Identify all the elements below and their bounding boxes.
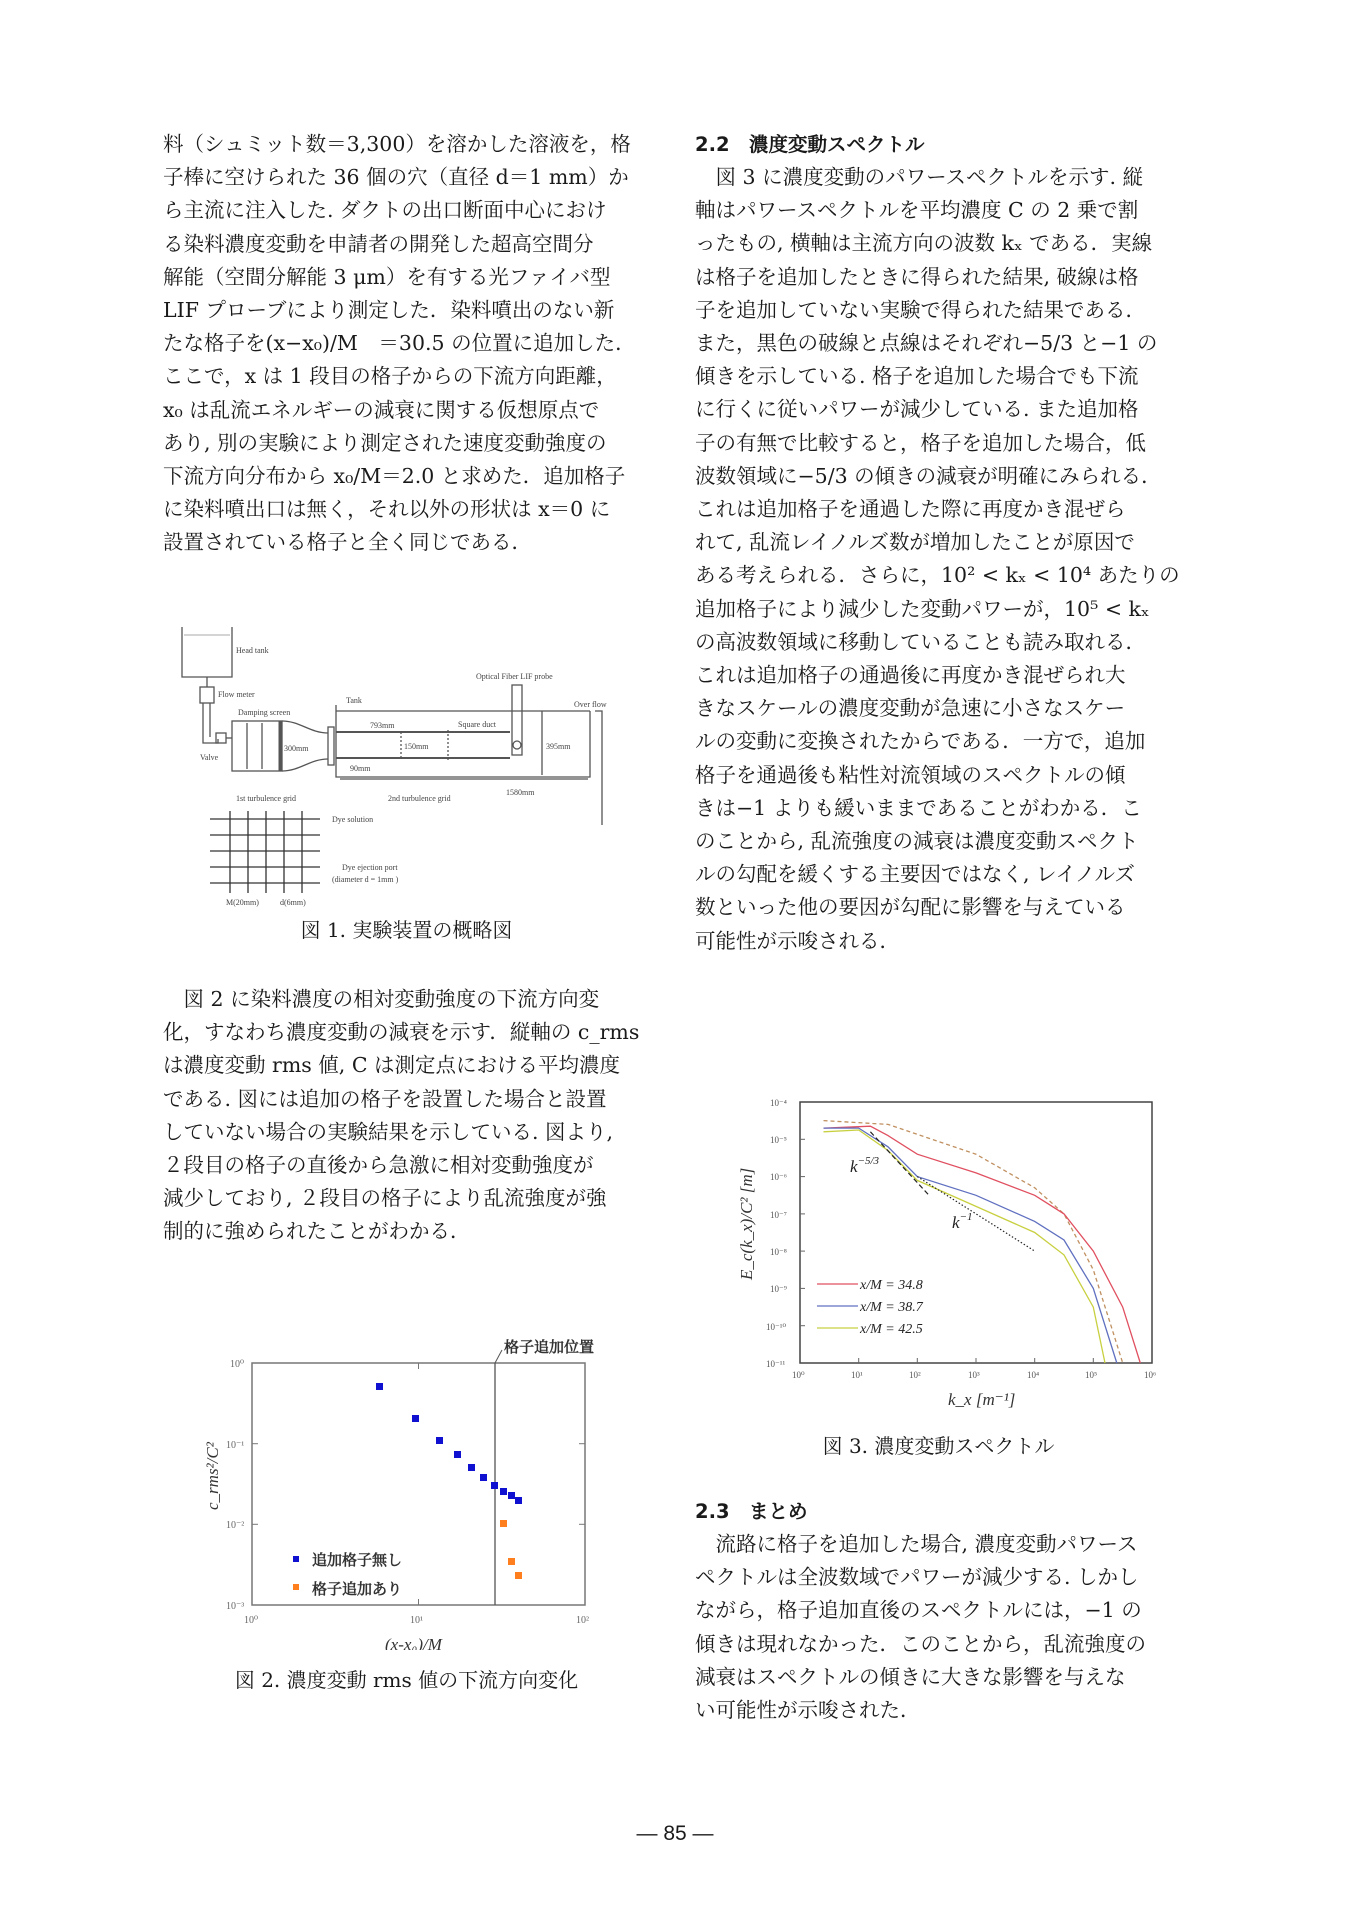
text-line: い可能性が示唆された． — [695, 1698, 921, 1723]
text-line: る染料濃度変動を申請者の開発した超高空間分 — [163, 231, 594, 256]
text-line: 傾きを示している. 格子を追加した場合でも下流 — [695, 364, 1139, 389]
chart-plot — [700, 1080, 1180, 1420]
svg-text:10⁰: 10⁰ — [244, 1615, 259, 1626]
text-line: 化，すなわち濃度変動の減衰を示す．縦軸の c_rms — [163, 1020, 640, 1045]
svg-text:10⁵: 10⁵ — [1085, 1370, 1098, 1380]
svg-text:10⁻¹⁰: 10⁻¹⁰ — [766, 1322, 787, 1332]
text-line: していない場合の実験結果を示している. 図より, — [163, 1119, 614, 1144]
text-line: 料（シュミット数＝3,300）を溶かした溶液を，格 — [163, 132, 631, 156]
text-line: は濃度変動 rms 値, C は測定点における平均濃度 — [163, 1053, 621, 1078]
label-probe: Optical Fiber LIF probe — [476, 672, 553, 681]
label-slope-1: $k^{-1}$ — [952, 1211, 973, 1232]
legend-extra-grid: 格子追加あり — [312, 1580, 403, 1598]
label-square-duct: Square duct — [458, 720, 496, 729]
label-slope-5-3: $k^{-5/3}$ — [850, 1155, 880, 1176]
label-150mm: 150mm — [404, 742, 429, 751]
section-2-3-heading: 2.3 まとめ — [695, 1500, 808, 1523]
figure-1-caption: 図 1. 実験装置の概略図 — [300, 918, 513, 942]
text-line: ここで，x は 1 段目の格子からの下流方向距離， — [163, 364, 617, 389]
left-column — [163, 128, 650, 560]
y-axis-label: E_c(k_x)/C² [m] — [737, 1167, 756, 1280]
label-793mm: 793mm — [370, 721, 395, 730]
text-line: 数といった他の要因が勾配に影響を与えている — [695, 895, 1126, 920]
paragraph-1 — [163, 128, 650, 560]
text-line: ペクトルは全波数域でパワーが減少する. しかし — [695, 1565, 1139, 1590]
label-flow-meter: Flow meter — [218, 690, 255, 699]
text-line: 追加格子により減少した変動パワーが，10⁵ < kₓ — [695, 596, 1150, 621]
text-line: れて, 乱流レイノルズ数が増加したことが原因で — [695, 530, 1135, 555]
series-no-extra-grid — [376, 1383, 522, 1504]
text-line: 減少しており, ２段目の格子により乱流強度が強 — [163, 1186, 607, 1211]
text-line: 設置されている格子と全く同じである． — [163, 530, 532, 555]
text-line: きなスケールの濃度変動が急速に小さなスケー — [695, 696, 1126, 721]
label-damping-screen: Damping screen — [238, 708, 291, 717]
figure-3-caption: 図 3. 濃度変動スペクトル — [822, 1434, 1055, 1458]
text-line: 波数領域に−5/3 の傾きの減衰が明確にみられる． — [695, 463, 1162, 488]
text-line: 軸はパワースペクトルを平均濃度 C の 2 乗で割 — [695, 198, 1139, 223]
label-mesh-m: M(20mm) — [226, 898, 259, 907]
right-column — [695, 128, 1182, 958]
text-line: 図 2 に染料濃度の相対変動強度の下流方向変 — [183, 987, 600, 1011]
text-line: LIF プローブにより測定した．染料噴出のない新 — [163, 298, 615, 323]
legend-42-5: x/M = 42.5 — [860, 1322, 923, 1337]
text-line: ある考えられる．さらに，10² < kₓ < 10⁴ あたりの — [695, 563, 1180, 588]
x-axis-label: k_x [m⁻¹] — [948, 1390, 1016, 1409]
legend-38-7: x/M = 38.7 — [860, 1300, 923, 1315]
svg-text:10⁻⁶: 10⁻⁶ — [770, 1172, 787, 1182]
text-line: これは追加格子を通過した際に再度かき混ぜら — [695, 497, 1126, 522]
text-line: ら主流に注入した. ダクトの出口断面中心におけ — [163, 198, 607, 223]
label-395mm: 395mm — [546, 742, 571, 751]
text-line: 解能（空間分解能 3 μm）を有する光ファイバ型 — [163, 264, 611, 289]
section-2-2-heading: 2.2 濃度変動スペクトル — [695, 133, 925, 156]
text-line: ルの勾配を緩くする主要因ではなく, レイノルズ — [695, 862, 1135, 887]
text-line: きは−1 よりも緩いままであることがわかる．こ — [695, 795, 1142, 820]
text-line: x₀ は乱流エネルギーの減衰に関する仮想原点で — [163, 397, 600, 422]
svg-text:10³: 10³ — [968, 1370, 980, 1380]
label-mesh-d: d(6mm) — [280, 898, 306, 907]
label-valve: Valve — [200, 753, 219, 762]
text-line: ２段目の格子の直後から急激に相対変動強度が — [163, 1153, 594, 1178]
svg-text:10²: 10² — [576, 1615, 589, 1626]
text-line: 減衰はスペクトルの傾きに大きな影響を与えな — [695, 1664, 1126, 1689]
text-line: 傾きは現れなかった．このことから，乱流強度の — [695, 1631, 1146, 1656]
text-line: に染料噴出口は無く，それ以外の形状は x＝0 に — [163, 497, 611, 522]
label-dye-port-diameter: (diameter d = 1mm ) — [332, 875, 399, 884]
text-line: 図 3 に濃度変動のパワースペクトルを示す. 縦 — [715, 165, 1144, 189]
series-extra-grid — [500, 1520, 522, 1579]
annotation-grid-position: 格子追加位置 — [504, 1338, 595, 1356]
figure-3-spectrum-chart — [700, 1080, 1180, 1420]
svg-text:10⁴: 10⁴ — [1027, 1370, 1040, 1380]
svg-text:10⁻⁴: 10⁻⁴ — [770, 1098, 787, 1108]
label-dye-solution: Dye solution — [332, 815, 374, 824]
text-line: 子を追加していない実験で得られた結果である． — [695, 297, 1146, 322]
svg-text:10¹: 10¹ — [410, 1615, 423, 1626]
svg-text:10⁰: 10⁰ — [230, 1359, 245, 1370]
text-line: 下流方向分布から x₀/M＝2.0 と求めた．追加格子 — [163, 464, 626, 489]
label-head-tank: Head tank — [236, 646, 269, 655]
text-line: ながら，格子追加直後のスペクトルには，−1 の — [695, 1598, 1142, 1623]
svg-text:10⁻⁹: 10⁻⁹ — [770, 1284, 787, 1294]
text-line: ったもの, 横軸は主流方向の波数 kₓ である．実線 — [695, 231, 1153, 256]
text-line: 子の有無で比較すると，格子を追加した場合，低 — [695, 430, 1146, 455]
text-line: 子棒に空けられた 36 個の穴（直径 d＝1 mm）か — [163, 165, 629, 190]
text-line: に行くに従いパワーが減少している. また追加格 — [695, 397, 1139, 422]
label-over-flow: Over flow — [574, 700, 607, 709]
text-line: の高波数領域に移動していることも読み取れる． — [695, 629, 1146, 654]
text-line: のことから, 乱流強度の減衰は濃度変動スペクト — [695, 829, 1139, 854]
text-line: は格子を追加したときに得られた結果, 破線は格 — [695, 264, 1139, 289]
legend-no-extra-grid: 追加格子無し — [312, 1551, 403, 1569]
slope-5-3-line — [870, 1132, 929, 1196]
label-grid-2: 2nd turbulence grid — [388, 794, 451, 803]
figure-2-caption: 図 2. 濃度変動 rms 値の下流方向変化 — [234, 1668, 579, 1692]
label-300mm: 300mm — [284, 744, 309, 753]
figure-1-apparatus-diagram — [170, 615, 630, 910]
chart-plot — [180, 1320, 630, 1650]
svg-text:10⁻⁷: 10⁻⁷ — [770, 1210, 787, 1220]
label-grid-1: 1st turbulence grid — [236, 794, 296, 803]
label-dye-port: Dye ejection port — [342, 863, 398, 872]
label-tank: Tank — [346, 696, 362, 705]
svg-text:10⁻²: 10⁻² — [226, 1520, 245, 1531]
svg-text:10⁶: 10⁶ — [1144, 1370, 1157, 1380]
svg-text:10²: 10² — [909, 1370, 921, 1380]
page-number: — 85 — — [636, 1822, 714, 1845]
text-line: 流路に格子を追加した場合, 濃度変動パワース — [715, 1532, 1138, 1556]
svg-text:10⁻⁵: 10⁻⁵ — [770, 1135, 787, 1145]
svg-text:10⁻¹: 10⁻¹ — [226, 1440, 245, 1451]
label-90mm: 90mm — [350, 764, 371, 773]
text-line: また，黒色の破線と点線はそれぞれ−5/3 と−1 の — [695, 331, 1158, 356]
svg-text:10¹: 10¹ — [851, 1370, 863, 1380]
svg-text:10⁻⁸: 10⁻⁸ — [770, 1247, 787, 1257]
section-2-3 — [695, 1495, 1182, 1727]
svg-text:10⁻¹¹: 10⁻¹¹ — [766, 1359, 786, 1369]
text-line: たな格子を(x−x₀)/M ＝30.5 の位置に追加した． — [163, 331, 636, 356]
text-line: 格子を通過後も粘性対流領域のスペクトルの傾 — [695, 762, 1126, 787]
text-line: 制的に強められたことがわかる． — [163, 1219, 471, 1244]
paragraph-2 — [163, 983, 650, 1249]
figure-2-scatter-chart — [180, 1320, 630, 1650]
text-line: あり, 別の実験により測定された速度変動強度の — [163, 430, 607, 455]
text-line: である. 図には追加の格子を設置した場合と設置 — [163, 1086, 607, 1111]
text-line: これは追加格子の通過後に再度かき混ぜられ大 — [695, 663, 1126, 688]
legend-34-8: x/M = 34.8 — [860, 1278, 923, 1293]
y-axis-label: c_rms²/C² — [203, 1442, 222, 1510]
text-line: ルの変動に変換されたからである．一方で，追加 — [695, 729, 1146, 754]
svg-text:10⁰: 10⁰ — [792, 1370, 805, 1380]
svg-text:10⁻³: 10⁻³ — [226, 1601, 245, 1612]
apparatus-schematic — [170, 615, 630, 910]
x-axis-label: (x-x₀)/M — [385, 1635, 442, 1650]
label-1580mm: 1580mm — [506, 788, 535, 797]
text-line: 可能性が示唆される． — [695, 928, 900, 953]
